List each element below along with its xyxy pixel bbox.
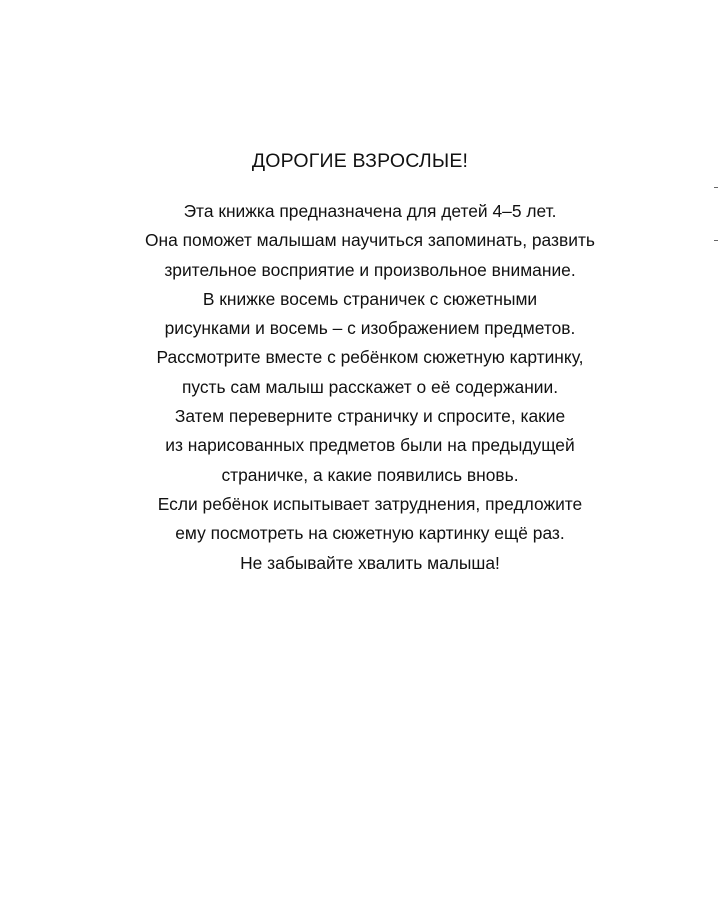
text-line: Не забывайте хвалить малыша!	[240, 552, 500, 573]
text-line: Если ребёнок испытывает затруднения, предложите	[157, 493, 583, 514]
text-line: из нарисованных предметов были на предыдущей	[165, 435, 575, 456]
page-title: ДОРОГИЕ ВЗРОСЛЫЕ!	[251, 150, 469, 172]
scan-edge-mark	[714, 187, 718, 188]
text-line: рисунками и восемь – с изображением предметов.	[164, 318, 576, 339]
body-text	[0, 197, 720, 578]
text-line: Рассмотрите вместе с ребёнком сюжетную картинку,	[156, 347, 584, 368]
scan-edge-mark	[714, 240, 718, 241]
text-line: Эта книжка предназначена для детей 4–5 лет.	[183, 201, 557, 221]
text-line: зрительное восприятие и произвольное внимание.	[164, 259, 576, 280]
text-line: ему посмотреть на сюжетную картинку ещё раз.	[175, 523, 565, 544]
text-line: Затем переверните страничку и спросите, какие	[174, 406, 566, 427]
text-line: Она поможет малышам научиться запоминать, развить	[145, 230, 595, 251]
text-line: страничке, а какие появились вновь.	[221, 464, 519, 485]
text-line: В книжке восемь страничек с сюжетными	[202, 288, 538, 309]
text-line: пусть сам малыш расскажет о её содержании.	[181, 376, 559, 397]
